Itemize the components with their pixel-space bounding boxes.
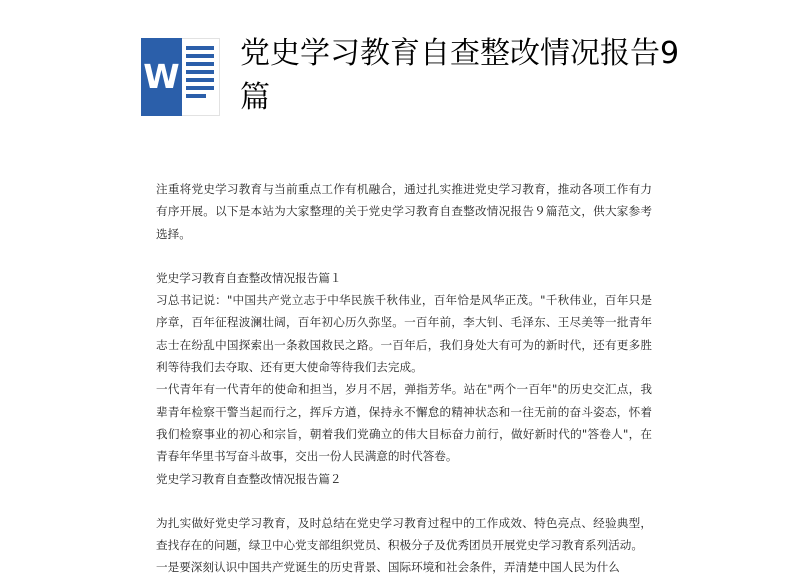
document-header: [0, 0, 800, 148]
word-document-icon: [141, 38, 220, 116]
document-paragraph-3: 为扎实做好党史学习教育，及时总结在党史学习教育过程中的工作成效、特色亮点、经验典型，查找存在的问题，绿卫中心党支部组织党员、积极分子及优秀团员开展党史学习教育系列活动。: [156, 515, 652, 553]
document-body: [156, 178, 652, 579]
word-icon-line: [186, 62, 214, 66]
word-icon-line: [186, 70, 214, 74]
word-icon-line: [186, 78, 214, 82]
word-icon-lines-block: [182, 38, 220, 116]
document-title: 党史学习教育自查整改情况报告9篇: [240, 36, 680, 115]
document-paragraph-1: 习总书记说："中国共产党立志于中华民族千秋伟业，百年恰是风华正茂。"千秋伟业，百年只是序章，百年征程波澜壮阔，百年初心历久弥坚。一百年前，李大钊、毛泽东、王尽美等一批青年志士在纷乱中国探索出一条救国救民之路。一百年后，我们身处大有可为的新时代，还有更多胜利等待我们去夺取、还有更大使命等待我们去完成。: [156, 293, 652, 375]
word-icon-letter-block: [141, 38, 182, 116]
word-icon-line: [186, 54, 214, 58]
document-paragraph-intro: 注重将党史学习教育与当前重点工作有机融合，通过扎实推进党史学习教育，推动各项工作有力有序开展。以下是本站为大家整理的关于党史学习教育自查整改情况报告９篇范文，供大家参考选择。: [156, 182, 652, 241]
word-icon-line: [186, 94, 206, 98]
document-paragraph-4: 一是要深刻认识中国共产党诞生的历史背景、国际环境和社会条件，弄清楚中国人民为什么: [156, 560, 620, 575]
document-section-heading-1: 党史学习教育自查整改情况报告篇１: [156, 270, 342, 285]
word-icon-line: [186, 86, 214, 90]
document-section-heading-2: 党史学习教育自查整改情况报告篇２: [156, 471, 342, 486]
word-icon-letter: W: [143, 56, 180, 96]
document-paragraph-2: 一代青年有一代青年的使命和担当，岁月不居，弹指芳华。站在"两个一百年"的历史交汇点，我辈青年检察干警当起而行之，挥斥方遒，保持永不懈怠的精神状态和一往无前的奋斗姿态，怀着我们检察事业的初心和宗旨，朝着我们党确立的伟大目标奋力前行，做好新时代的"答卷人"，在青春年华里书写奋斗故事，交出一份人民满意的时代答卷。: [156, 382, 652, 464]
word-icon-line: [186, 46, 214, 50]
